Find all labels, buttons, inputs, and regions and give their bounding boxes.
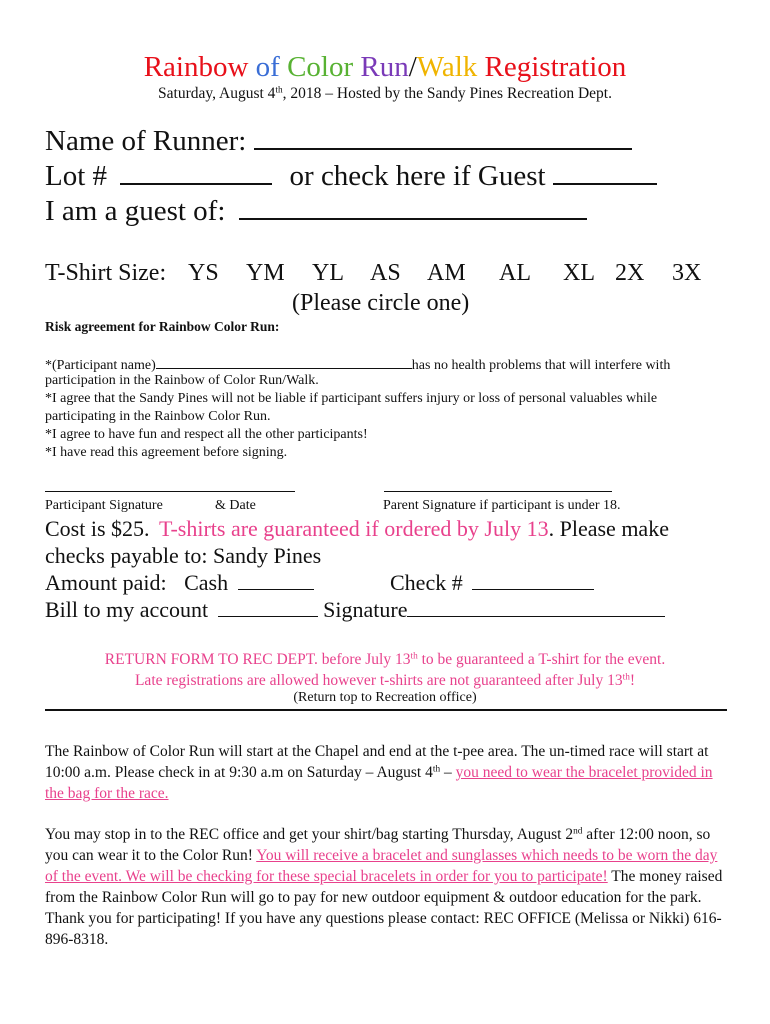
title-word: of (255, 51, 288, 83)
pickup-info-sup: nd (573, 826, 583, 837)
name-of-runner-label: Name of Runner: (45, 125, 247, 157)
event-info-text: – (440, 764, 456, 781)
participant-health-text: has no health problems that will interfere with (411, 358, 671, 373)
late-notice-text: Late registrations are allowed however t-shirts are not guaranteed after July 13 (134, 672, 623, 689)
contact-info-text: The money raised from the Rainbow Color Run will go to pay for new outdoor equipment & outdoor education for the park. Thank you for participating! If you have any questions please contact: REC OFFICE (Melissa or Nikki) 616-896-8318. (45, 868, 723, 948)
return-notice-sup: th (410, 651, 418, 662)
tshirt-guarantee: T-shirts are guaranteed if ordered by July 13 (159, 516, 549, 541)
section-divider (45, 709, 727, 711)
pickup-info-paragraph (45, 824, 730, 950)
title-word: Registration (484, 51, 627, 83)
cost-price: Cost is $25. (45, 516, 150, 541)
participant-signature-line[interactable] (45, 491, 295, 492)
pickup-info-text: after 12:00 noon, so you can wear it to the Color Run! (45, 826, 711, 864)
tshirt-size-option[interactable]: 3X (672, 260, 702, 286)
late-notice-text: ! (629, 672, 636, 689)
return-notice-text: to be guaranteed a T-shirt for the event. (417, 651, 666, 668)
check-number-label: Check # (390, 570, 463, 595)
risk-agreement-heading: Risk agreement for Rainbow Color Run: (45, 319, 280, 334)
bill-signature-field[interactable] (407, 598, 665, 617)
lot-number-field[interactable] (120, 161, 272, 185)
tshirt-size-option[interactable]: AS (370, 260, 401, 286)
title-word: Rainbow (143, 51, 256, 83)
risk-line: *I have read this agreement before signing. (45, 445, 288, 460)
title-word: / (408, 51, 417, 83)
title-word: Run (360, 51, 409, 83)
guest-of-field[interactable] (239, 196, 587, 220)
bill-account-field[interactable] (218, 598, 318, 617)
bill-account-row (45, 596, 665, 623)
tshirt-size-option[interactable]: XL (563, 260, 595, 286)
tshirt-size-row (45, 258, 745, 288)
date-label: & Date (215, 498, 256, 513)
circle-one-note: (Please circle one) (292, 290, 470, 316)
tshirt-size-option[interactable]: AL (499, 260, 531, 286)
parent-signature-label: Parent Signature if participant is under 18. (383, 498, 621, 513)
tshirt-size-option[interactable]: 2X (615, 260, 645, 286)
subtitle-date: Saturday, August 4 (158, 85, 276, 102)
pickup-info-text: You may stop in to the REC office and get your shirt/bag starting Thursday, August 2 (45, 826, 574, 843)
participant-name-field[interactable] (156, 354, 412, 369)
title-word: Walk (416, 51, 485, 83)
bill-account-label: Bill to my account (45, 597, 209, 622)
cash-field[interactable] (238, 571, 314, 590)
name-of-runner-row (45, 124, 632, 158)
tshirt-size-option[interactable]: YM (246, 260, 285, 286)
bracelet-requirement: you need to wear the bracelet provided in the bag for the race. (45, 764, 713, 802)
participant-name-label: *(Participant name) (45, 358, 156, 373)
signature-label: Signature (323, 597, 408, 622)
title-word: Color (287, 51, 361, 83)
tshirt-size-label: T-Shirt Size: (45, 260, 167, 286)
lot-label: Lot # (45, 160, 108, 192)
checks-payable: checks payable to: Sandy Pines (45, 543, 322, 568)
lot-row (45, 159, 657, 193)
late-notice-sup: th (622, 672, 630, 683)
parent-signature-line[interactable] (384, 491, 612, 492)
amount-paid-row (45, 569, 314, 596)
amount-paid-label: Amount paid: (45, 570, 167, 595)
subtitle-host: , 2018 – Hosted by the Sandy Pines Recreation Dept. (282, 85, 612, 102)
check-number-row (390, 569, 594, 596)
event-info-text: The Rainbow of Color Run will start at the Chapel and end at the t-pee area. The un-timed race will start at 10:00 a.m. Please check in at 9:30 a.m on Saturday – August 4 (45, 743, 709, 781)
check-number-field[interactable] (472, 571, 594, 590)
event-subtitle (0, 84, 770, 104)
participant-signature-label: Participant Signature (45, 498, 163, 513)
guest-check-field[interactable] (553, 161, 657, 185)
return-form-notice (0, 649, 770, 670)
subtitle-sup: th (275, 85, 283, 96)
event-info-sup: th (432, 764, 441, 775)
form-title (0, 50, 770, 84)
name-of-runner-field[interactable] (254, 126, 632, 150)
tshirt-size-option[interactable]: YS (188, 260, 219, 286)
return-top-note: (Return top to Recreation office) (293, 690, 477, 705)
event-info-paragraph (45, 741, 730, 804)
risk-line: *I agree that the Sandy Pines will not be liable if participant suffers injury or loss of personal valuables while (45, 391, 658, 406)
tshirt-size-option[interactable]: AM (427, 260, 466, 286)
cost-please-make: . Please make (548, 516, 669, 541)
risk-line: participation in the Rainbow of Color Run/Walk. (45, 373, 319, 388)
bracelet-sunglasses-notice: You will receive a bracelet and sunglasses which needs to be worn the day of the event. We will be checking for these special bracelets in order for you to participate! (45, 847, 718, 885)
tshirt-size-option[interactable]: YL (312, 260, 344, 286)
return-notice-text: RETURN FORM TO REC DEPT. before July 13 (104, 651, 411, 668)
late-registration-notice (0, 670, 770, 691)
risk-line: *I agree to have fun and respect all the other participants! (45, 427, 368, 442)
guest-check-label: or check here if Guest (289, 160, 546, 192)
risk-line: participating in the Rainbow Color Run. (45, 409, 271, 424)
cash-label: Cash (184, 570, 229, 595)
cost-line (45, 515, 669, 542)
guest-of-row (45, 194, 587, 228)
guest-of-label: I am a guest of: (45, 195, 226, 227)
